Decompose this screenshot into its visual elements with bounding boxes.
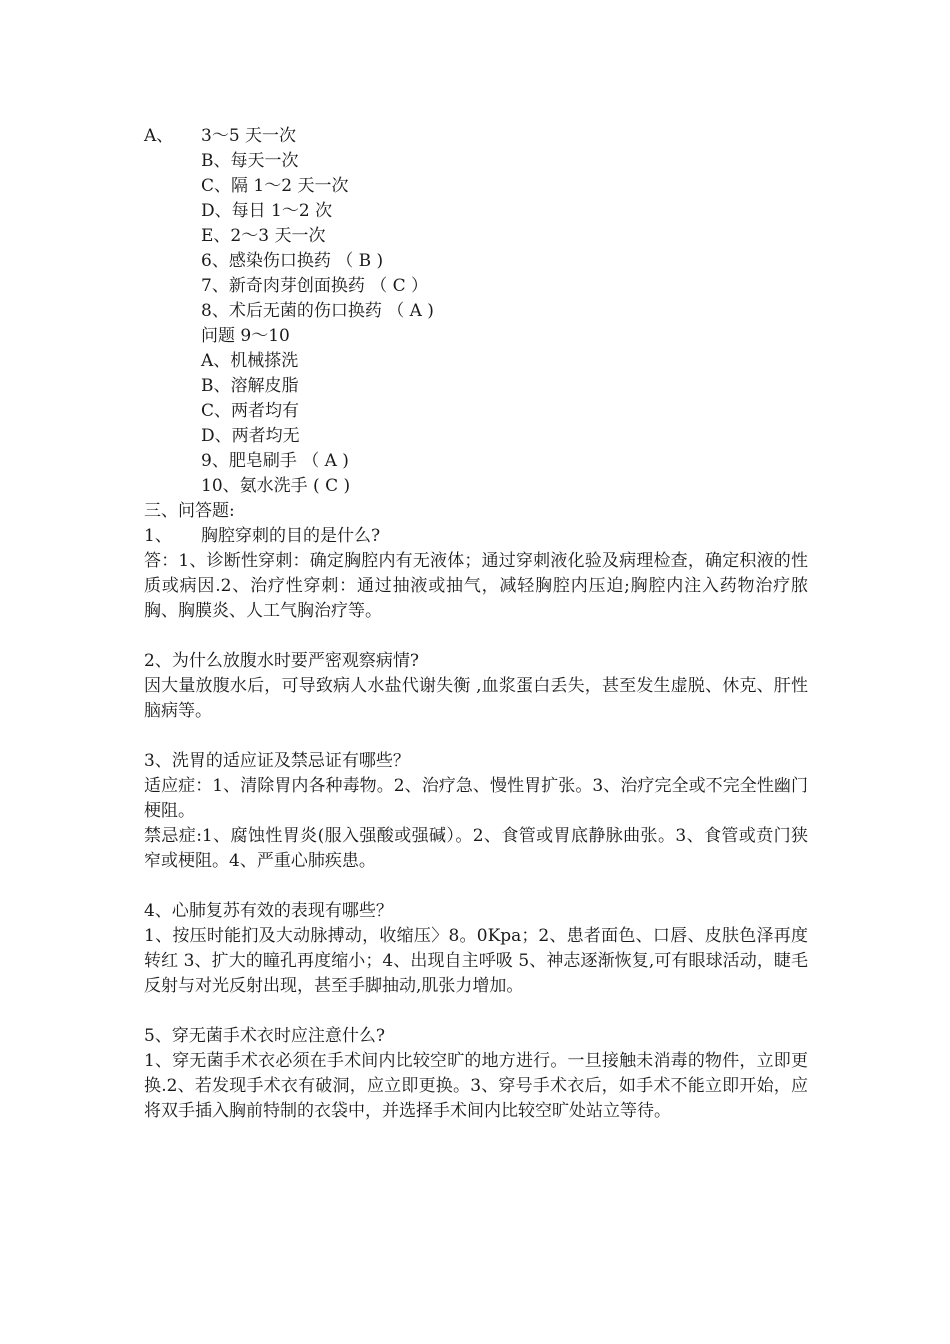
question-6: 6、感染伤口换药 （ B ) [201,251,384,271]
option-a-text: 3～5 天一次 [201,126,297,146]
option-e: E、2～3 天一次 [201,226,326,246]
group-9-10-heading: 问题 9～10 [201,326,290,346]
qa1-answer: 答：1、诊断性穿刺：确定胸腔内有无液体；通过穿刺液化验及病理检查，确定积液的性质或病因.2、治疗性穿刺：通过抽液或抽气，减轻胸腔内压迫;胸腔内注入药物治疗脓胸、胸膜炎、人工气胸治疗等。 [144,551,808,621]
group-option-a: A、机械搽洗 [201,351,299,371]
group-option-d: D、两者均无 [201,426,300,446]
question-10: 10、氨水洗手 ( C ) [201,476,351,496]
group-option-b: B、溶解皮脂 [201,376,299,396]
qa2-answer: 因大量放腹水后，可导致病人水盐代谢失衡 ,血浆蛋白丢失，甚至发生虚脱、休克、肝性脑病等。 [144,676,808,721]
qa3-contraindications: 禁忌症:1、腐蚀性胃炎(服入强酸或强碱）。2、食管或胃底静脉曲张。3、食管或贲门狭窄或梗阻。4、严重心肺疾患。 [144,826,808,871]
qa4-answer: 1、按压时能扪及大动脉搏动，收缩压〉8。0Kpa；2、患者面色、口唇、皮肤色泽再度转红 3、扩大的瞳孔再度缩小；4、出现自主呼吸 5、神志逐渐恢复,可有眼球活动，睫毛反射与对光反射出现，甚至手脚抽动,肌张力增加。 [144,926,808,996]
qa3-indications: 适应症：1、清除胃内各种毒物。2、治疗急、慢性胃扩张。3、治疗完全或不完全性幽门梗阻。 [144,776,808,821]
question-7: 7、新奇肉芽创面换药 （ C ） [201,276,429,296]
question-8: 8、术后无菌的伤口换药 （ A ) [201,301,434,321]
section-three-title: 三、问答题: [144,501,235,521]
qa4-question: 4、心肺复苏有效的表现有哪些？ [144,901,393,921]
group-option-c: C、两者均有 [201,401,300,421]
qa1-number: 1、 [144,526,172,546]
question-9: 9、肥皂刷手 （ A ) [201,451,349,471]
option-b: B、每天一次 [201,151,299,171]
qa1-question: 胸腔穿刺的目的是什么? [201,526,381,546]
qa3-question: 3、洗胃的适应证及禁忌证有哪些？ [144,751,410,771]
qa5-question: 5、穿无菌手术衣时应注意什么? [144,1026,385,1046]
qa2-question: 2、为什么放腹水时要严密观察病情? [144,651,419,671]
qa5-answer: 1、穿无菌手术衣必须在手术间内比较空旷的地方进行。一旦接触未消毒的物件，立即更换.2、若发现手术衣有破洞，应立即更换。3、穿号手术衣后，如手术不能立即开始，应将双手插入胸前特制的衣袋中，并选择手术间内比较空旷处站立等待。 [144,1051,808,1121]
option-c: C、隔 1～2 天一次 [201,176,349,196]
option-d: D、每日 1～2 次 [201,201,333,221]
option-a-label: A、 [144,126,174,146]
